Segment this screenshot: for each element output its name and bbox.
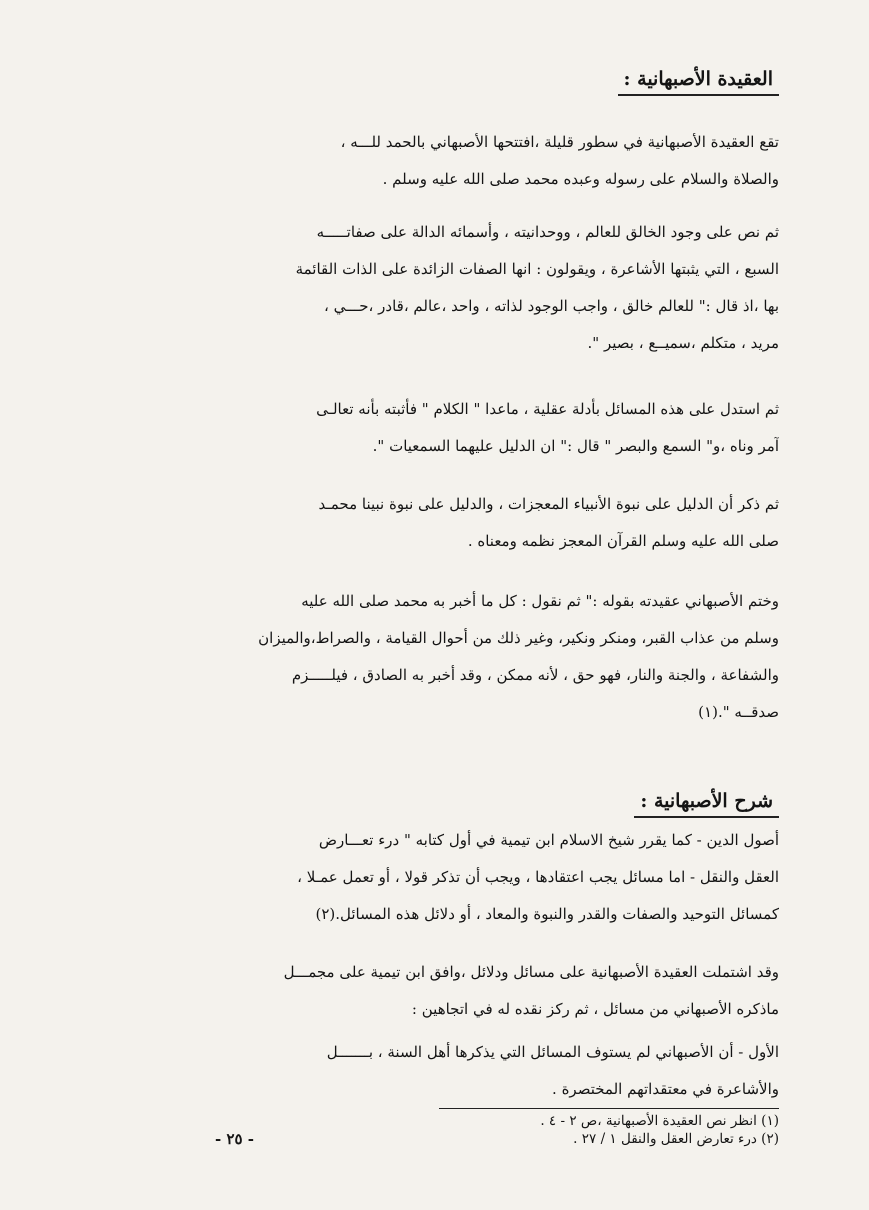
text-line: صلى الله عليه وسلم القرآن المعجز نظمه ومعناه . — [467, 532, 779, 550]
text-line: ثم استدل على هذه المسائل بأدلة عقلية ، ماعدا " الكلام " فأثبته بأنه تعالـى — [316, 400, 779, 418]
text-line: أصول الدين - كما يقرر شيخ الاسلام ابن تيمية في أول كتابه " درء تعـــارض — [318, 831, 779, 849]
text-line: ماذكره الأصبهاني من مسائل ، ثم ركز نقده له في اتجاهين : — [411, 1000, 779, 1018]
text-line: ثم نص على وجود الخالق للعالم ، ووحدانيته ، وأسمائه الدالة على صفاتـــــه — [316, 223, 779, 241]
footnote-2: (٢) درء تعارض العقل والنقل ١ / ٢٧ . — [573, 1131, 779, 1147]
text-line: والصلاة والسلام على رسوله وعبده محمد صلى الله عليه وسلم . — [382, 170, 779, 188]
text-line: الأول - أن الأصبهاني لم يستوف المسائل التي يذكرها أهل السنة ، بـــــــل — [326, 1043, 779, 1061]
paragraph-proofs — [150, 391, 779, 465]
text-line: بها ،اذ قال :" للعالم خالق ، واجب الوجود لذاته ، واحد ،عالم ،قادر ،حـــي ، — [323, 297, 779, 315]
text-line: تقع العقيدة الأصبهانية في سطور قليلة ،افتتحها الأصبهاني بالحمد للـــه ، — [340, 133, 779, 151]
paragraph-prophecy — [150, 486, 779, 560]
text-line: وسلم من عذاب القبر، ومنكر ونكير، وغير ذلك من أحوال القيامة ، والصراط،والميزان — [258, 629, 779, 647]
text-line: والأشاعرة في معتقداتهم المختصرة . — [552, 1080, 779, 1098]
text-line: كمسائل التوحيد والصفات والقدر والنبوة والمعاد ، أو دلائل هذه المسائل.(٢) — [315, 905, 779, 923]
paragraph-intro — [150, 124, 779, 198]
text-line: وقد اشتملت العقيدة الأصبهانية على مسائل ودلائل ،وافق ابن تيمية على مجمـــل — [283, 963, 779, 981]
footnote-divider — [439, 1108, 779, 1109]
section-title-aqida: العقيدة الأصبهانية : — [618, 68, 780, 96]
text-line: والشفاعة ، والجنة والنار، فهو حق ، لأنه ممكن ، وقد أخبر به الصادق ، فيلـــــزم — [291, 666, 779, 684]
paragraph-usul — [150, 822, 779, 933]
paragraph-first-point — [150, 1034, 779, 1108]
paragraph-conclusion — [150, 583, 779, 731]
text-line: السبع ، التي يثبتها الأشاعرة ، ويقولون : انها الصفات الزائدة على الذات القائمة — [295, 260, 779, 278]
footnote-1: (١) انظر نص العقيدة الأصبهانية ،ص ٢ - ٤ . — [540, 1113, 779, 1129]
page-number: - ٢٥ - — [215, 1130, 255, 1148]
section-title-sharh: شرح الأصبهانية : — [634, 790, 779, 818]
paragraph-attributes — [150, 214, 779, 362]
text-line: وختم الأصبهاني عقيدته بقوله :" ثم نقول : كل ما أخبر به محمد صلى الله عليه — [301, 592, 779, 610]
text-line: مريد ، متكلم ،سميــع ، بصير ". — [587, 334, 779, 352]
text-line: صدقــه ".(١) — [698, 703, 779, 721]
paragraph-critique — [150, 954, 779, 1028]
text-line: آمر وناه ،و" السمع والبصر " قال :" ان الدليل عليهما السمعيات ". — [372, 437, 779, 455]
text-line: ثم ذكر أن الدليل على نبوة الأنبياء المعجزات ، والدليل على نبوة نبينا محمـد — [318, 495, 779, 513]
text-line: العقل والنقل - اما مسائل يجب اعتقادها ، ويجب أن تذكر قولا ، أو تعمل عمـلا ، — [297, 868, 779, 886]
